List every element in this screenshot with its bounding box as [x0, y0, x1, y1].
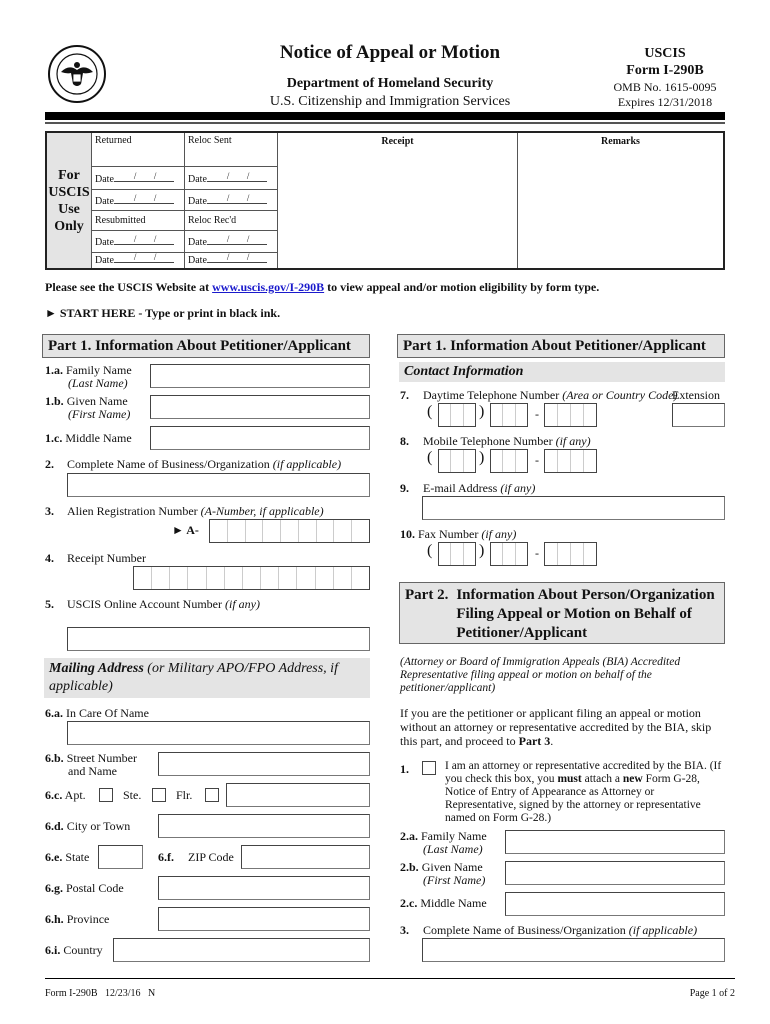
dash: -: [535, 453, 539, 467]
state-input[interactable]: [98, 845, 143, 869]
q7-label: 7. Daytime Telephone Number (Area or Country Code): [400, 388, 678, 402]
q8-label: 8. Mobile Telephone Number (if any): [400, 434, 591, 448]
part1-header-left: Part 1. Information About Petitioner/Applicant: [42, 334, 370, 358]
dash: -: [535, 546, 539, 560]
a-number-input[interactable]: [209, 519, 370, 543]
form-edition: Form I-290B 12/23/16 N: [45, 988, 156, 999]
q1c-label: 1.c. Middle Name: [45, 431, 132, 445]
daytime-prefix-input[interactable]: [490, 403, 528, 427]
q2b-label: 2.b. Given Name (First Name): [400, 860, 486, 887]
q10-label: 10. Fax Number (if any): [400, 527, 517, 541]
accredited-attorney-checkbox[interactable]: [422, 761, 436, 775]
flr-label: Flr.: [176, 788, 193, 802]
q6d-label: 6.d. City or Town: [45, 819, 131, 833]
q1-statement: I am an attorney or representative accredited by the BIA. (If you check this box, you must attach a new Form G-28, Notice of Entry of Appearance as Attorney or Representative, signed by the attorney or representative named on Form G-28.): [445, 760, 722, 824]
attorney-middle-name-input[interactable]: [505, 892, 725, 916]
q2c-label: 2.c. Middle Name: [400, 896, 487, 910]
q6i-label: 6.i. Country: [45, 943, 103, 957]
paren-close: ): [479, 403, 485, 420]
uscis-website-link[interactable]: www.uscis.gov/I-290B: [212, 280, 325, 294]
fax-line-number-input[interactable]: [544, 542, 597, 566]
unit-number-input[interactable]: [226, 783, 370, 807]
part2-italic-note: (Attorney or Board of Immigration Appeals (BIA) Accredited Representative filing appeal or motion on behalf of the petitioner/applicant): [400, 656, 681, 694]
in-care-of-name-input[interactable]: [67, 721, 370, 745]
part1-header-right: Part 1. Information About Petitioner/Applicant: [397, 334, 725, 358]
paren-open: (: [427, 403, 433, 420]
zip-code-input[interactable]: [241, 845, 370, 869]
expiration-date: Expires 12/31/2018: [617, 95, 713, 109]
ste-checkbox[interactable]: [152, 788, 166, 802]
website-notice: Please see the USCIS Website at www.uscis.gov/I-290B to view appeal and/or motion eligibility by form type.: [45, 280, 600, 294]
city-input[interactable]: [158, 814, 370, 838]
paren-close: ): [479, 542, 485, 559]
a-number-prefix: ► A-: [172, 523, 199, 537]
q4-label: 4. Receipt Number: [45, 551, 146, 565]
q6h-label: 6.h. Province: [45, 912, 110, 926]
email-input[interactable]: [422, 496, 725, 520]
apt-checkbox[interactable]: [99, 788, 113, 802]
paren-close: ): [479, 449, 485, 466]
q5-label: 5. USCIS Online Account Number (if any): [45, 597, 260, 611]
daytime-area-code-input[interactable]: [438, 403, 476, 427]
ste-label: Ste.: [123, 788, 142, 802]
q2-label: 2. Complete Name of Business/Organization (if applicable): [45, 457, 342, 471]
given-name-input[interactable]: [150, 395, 370, 419]
agency-short: USCIS: [644, 46, 686, 61]
mobile-prefix-input[interactable]: [490, 449, 528, 473]
fax-area-code-input[interactable]: [438, 542, 476, 566]
form-title: Notice of Appeal or Motion: [279, 42, 501, 63]
resubmitted-cell: Resubmitted: [92, 211, 185, 231]
business-name-input[interactable]: [67, 473, 370, 497]
receipt-column: Receipt: [278, 133, 518, 268]
q3-label: 3. Alien Registration Number (A-Number, if applicable): [45, 504, 324, 518]
attorney-business-name-input[interactable]: [422, 938, 725, 962]
for-uscis-use-only-label: For USCIS Use Only: [47, 133, 92, 268]
reloc-recd-date-1: Date / /: [185, 231, 278, 253]
mobile-area-code-input[interactable]: [438, 449, 476, 473]
paren-open: (: [427, 542, 433, 559]
q2a-label: 2.a. Family Name (Last Name): [400, 829, 487, 856]
dash: -: [535, 407, 539, 421]
start-here-instruction: ► START HERE - Type or print in black ink.: [45, 306, 281, 320]
q3-business-label: 3. Complete Name of Business/Organization (if applicable): [400, 923, 698, 937]
header-rule-thick: [45, 112, 725, 120]
q1-number: 1.: [400, 762, 409, 776]
reloc-sent-date-1: Date / /: [185, 167, 278, 190]
province-input[interactable]: [158, 907, 370, 931]
agency-name: U.S. Citizenship and Immigration Services: [269, 94, 511, 109]
paren-open: (: [427, 449, 433, 466]
footer-rule: [45, 978, 735, 979]
returned-cell: Returned: [92, 133, 185, 167]
form-number: Form I-290B: [626, 63, 704, 78]
part2-header: Part 2. Information About Person/Organization Filing Appeal or Motion on Behalf of Petitioner/Applicant: [399, 582, 725, 644]
department-name: Department of Homeland Security: [286, 76, 494, 91]
returned-date-2: Date / /: [92, 190, 185, 211]
reloc-recd-cell: Reloc Rec'd: [185, 211, 278, 231]
header-rule-thin: [45, 122, 725, 124]
street-input[interactable]: [158, 752, 370, 776]
page-number: Page 1 of 2: [689, 988, 735, 999]
middle-name-input[interactable]: [150, 426, 370, 450]
reloc-sent-cell: Reloc Sent: [185, 133, 278, 167]
family-name-input[interactable]: [150, 364, 370, 388]
country-input[interactable]: [113, 938, 370, 962]
mobile-line-number-input[interactable]: [544, 449, 597, 473]
mailing-address-header: Mailing Address (or Military APO/FPO Address, if applicable): [44, 658, 370, 698]
reloc-sent-date-2: Date / /: [185, 190, 278, 211]
q6f-label: 6.f. ZIP Code: [158, 850, 234, 864]
returned-date-1: Date / /: [92, 167, 185, 190]
remarks-column: Remarks: [601, 136, 640, 147]
uscis-use-only-table: [45, 131, 725, 270]
contact-information-header: Contact Information: [399, 362, 725, 382]
q6g-label: 6.g. Postal Code: [45, 881, 124, 895]
part2-instruction: If you are the petitioner or applicant filing an appeal or motion without an attorney or representative accredited by the BIA, skip this part, and proceed to Part 3.: [400, 706, 712, 748]
resubmitted-date-2: Date / /: [92, 253, 185, 268]
q1a-label: 1.a. Family Name (Last Name): [45, 363, 132, 390]
receipt-number-input[interactable]: [133, 566, 370, 590]
q6a-label: 6.a. In Care Of Name: [45, 706, 149, 720]
omb-number: OMB No. 1615-0095: [613, 80, 717, 94]
fax-prefix-input[interactable]: [490, 542, 528, 566]
postal-code-input[interactable]: [158, 876, 370, 900]
q6b-label: 6.b. Street Number and Name: [45, 751, 137, 778]
attorney-given-name-input[interactable]: [505, 861, 725, 885]
dhs-seal-icon: [47, 44, 107, 104]
flr-checkbox[interactable]: [205, 788, 219, 802]
q6c-label: 6.c. Apt.: [45, 788, 86, 802]
daytime-line-number-input[interactable]: [544, 403, 597, 427]
attorney-family-name-input[interactable]: [505, 830, 725, 854]
online-account-number-input[interactable]: [67, 627, 370, 651]
extension-label: Extension: [672, 388, 720, 402]
extension-input[interactable]: [672, 403, 725, 427]
q6e-label: 6.e. State: [45, 850, 90, 864]
q1b-label: 1.b. Given Name (First Name): [45, 394, 131, 421]
resubmitted-date-1: Date / /: [92, 231, 185, 253]
q9-label: 9. E-mail Address (if any): [400, 481, 536, 495]
reloc-recd-date-2: Date / /: [185, 253, 278, 268]
